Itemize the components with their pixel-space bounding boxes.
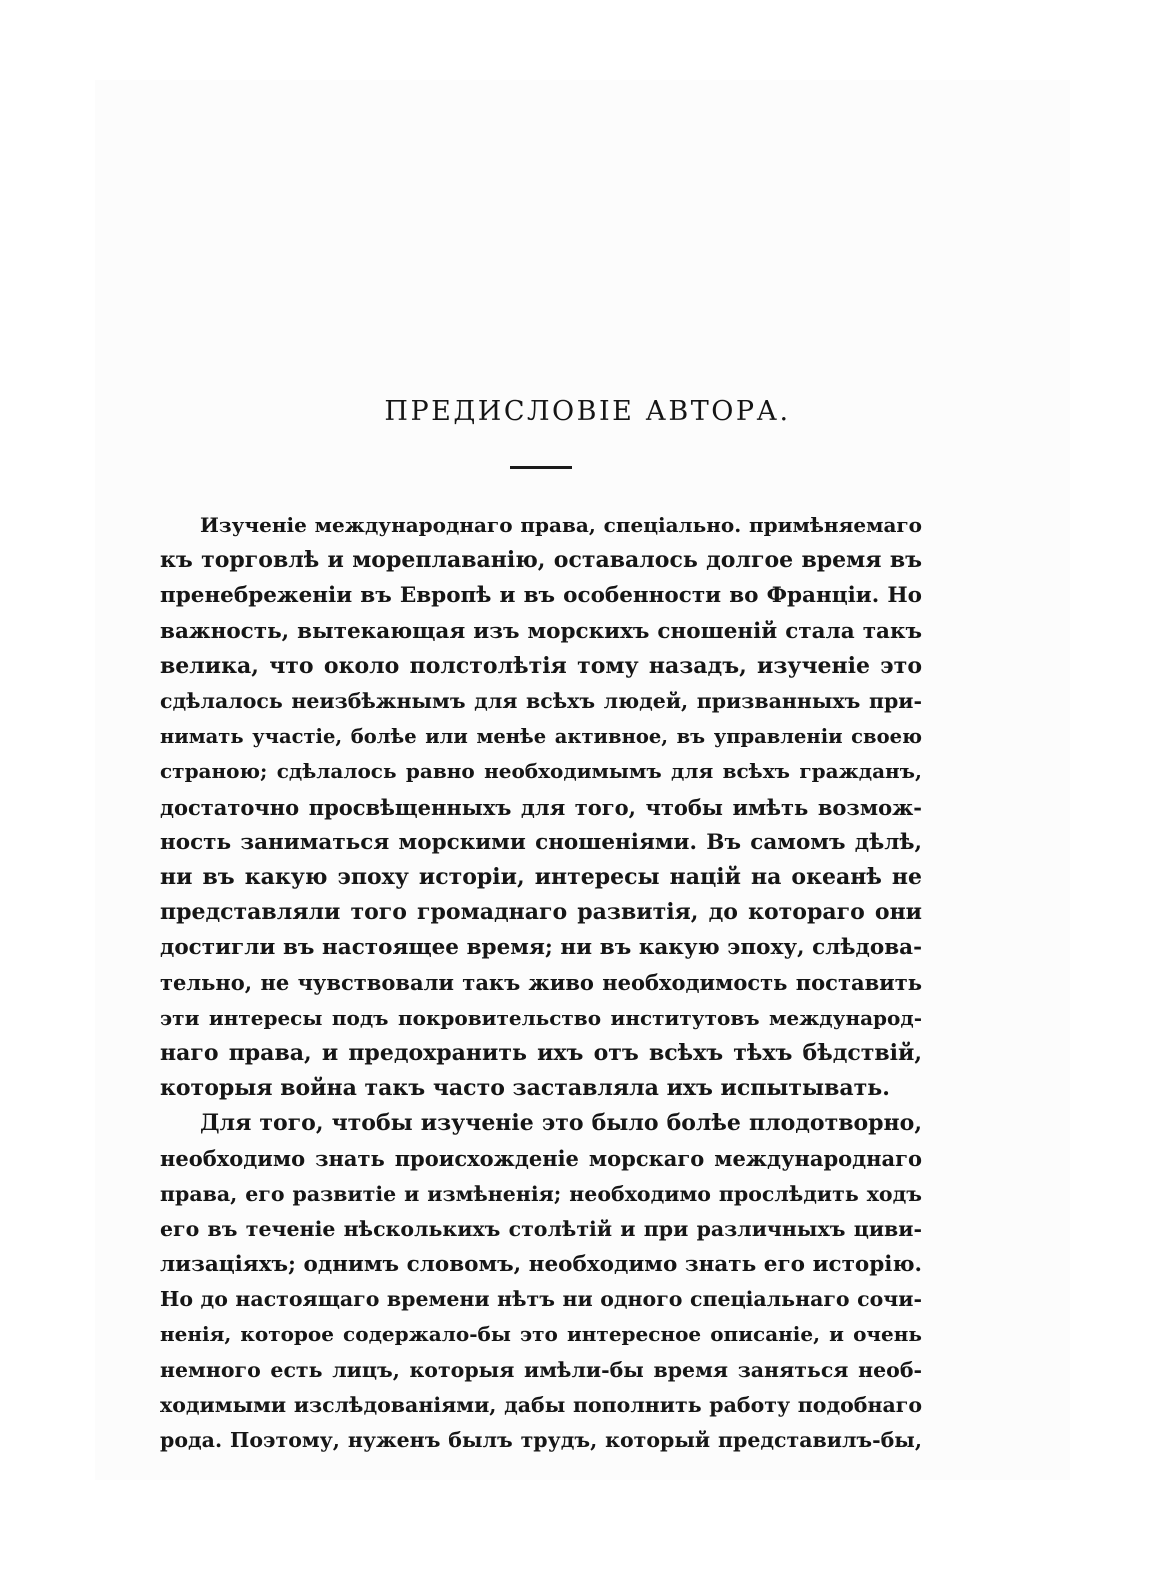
- text-line: тельно, не чувствовали такъ живо необходимость поставить: [160, 970, 922, 996]
- body-text: [160, 508, 922, 1458]
- text-line: права, его развитіе и измѣненія; необходимо прослѣдить ходъ: [160, 1181, 922, 1206]
- text-line: нимать участіе, болѣе или менѣе активное, въ управленіи своею: [160, 725, 922, 749]
- text-line: необходимо знать происхожденіе морскаго международнаго: [160, 1146, 922, 1172]
- text-line: важность, вытекающая изъ морскихъ сношеній стала такъ: [160, 618, 922, 644]
- paragraph-2: [160, 1106, 922, 1458]
- text-line: страною; сдѣлалось равно необходимымъ для всѣхъ гражданъ,: [160, 759, 922, 784]
- text-line: Изученіе международнаго права, спеціально. примѣняемаго: [200, 513, 922, 537]
- paragraph-1: [160, 508, 922, 1106]
- text-line: немного есть лицъ, которыя имѣли-бы время заняться необ-: [160, 1357, 922, 1382]
- text-line: къ торговлѣ и мореплаванію, оставалось долгое время въ: [160, 547, 922, 574]
- text-line: сдѣлалось неизбѣжнымъ для всѣхъ людей, призванныхъ при-: [160, 688, 922, 713]
- text-line: достигли въ настоящее время; ни въ какую эпоху, слѣдова-: [160, 935, 922, 961]
- text-line: ходимыми изслѣдованіями, дабы пополнить работу подобнаго: [160, 1392, 922, 1417]
- text-line: его въ теченіе нѣсколькихъ столѣтій и при различныхъ циви-: [160, 1216, 922, 1241]
- text-line: велика, что около полстолѣтія тому назадъ, изученіе это: [160, 652, 922, 679]
- text-line: которыя война такъ часто заставляла ихъ испытывать.: [160, 1075, 890, 1101]
- page-title: ПРЕДИСЛОВІЕ АВТОРА.: [384, 396, 791, 427]
- text-line: Для того, чтобы изученіе это было болѣе плодотворно,: [200, 1110, 922, 1137]
- text-line: достаточно просвѣщенныхъ для того, чтобы имѣть возмож-: [160, 794, 922, 820]
- text-line: Но до настоящаго времени нѣтъ ни одного спеціальнаго сочи-: [160, 1287, 922, 1312]
- text-line: наго права, и предохранить ихъ отъ всѣхъ тѣхъ бѣдствій,: [160, 1039, 922, 1066]
- text-line: рода. Поэтому, нуженъ былъ трудъ, который представилъ-бы,: [160, 1427, 922, 1452]
- text-line: ненія, которое содержало-бы это интересное описаніе, и очень: [160, 1322, 922, 1347]
- text-line: ни въ какую эпоху исторіи, интересы націй на океанѣ не: [160, 863, 922, 890]
- text-line: лизаціяхъ; однимъ словомъ, необходимо знать его исторію.: [160, 1251, 922, 1277]
- text-line: представляли того громаднаго развитія, до котораго они: [160, 899, 922, 926]
- text-line: эти интересы подъ покровительство институтовъ международ-: [160, 1005, 922, 1030]
- title-divider: [510, 466, 572, 469]
- text-line: пренебреженіи въ Европѣ и въ особенности во Франціи. Но: [160, 583, 922, 609]
- text-line: ность заниматься морскими сношеніями. Въ самомъ дѣлѣ,: [160, 829, 922, 855]
